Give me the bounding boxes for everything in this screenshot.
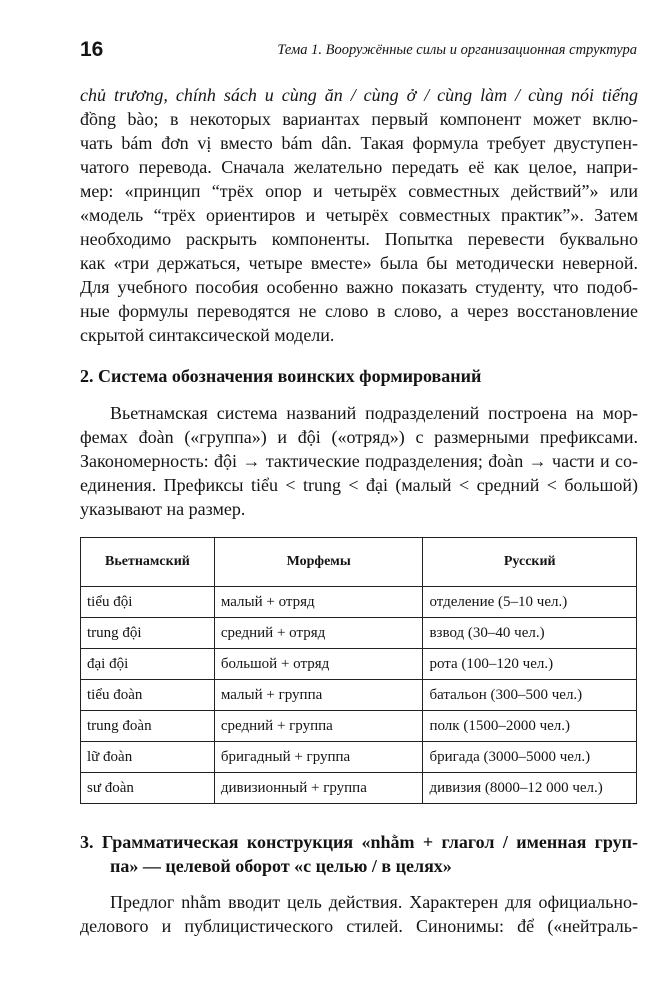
- table-row: [81, 773, 637, 804]
- text-line: делового и публицистического стилей. Синонимы: để («нейтраль-: [80, 916, 638, 936]
- running-head: Тема 1. Вооружённые силы и организационная структура: [277, 42, 637, 58]
- text-line: фемах đoàn («группа») и đội («отряд») с размерными префиксами.: [80, 427, 638, 447]
- table-header-row: [81, 538, 637, 587]
- text-line: чать bám đơn vị вместо bám dân. Такая формула требует двуступен-: [80, 133, 638, 153]
- table-row: [81, 618, 637, 649]
- text-line: đồng bào; в некоторых вариантах первый компонент может вклю-: [80, 109, 638, 129]
- paragraph-section-3: [80, 890, 638, 938]
- table-cell: средний + отряд: [214, 618, 423, 649]
- formations-table: [80, 537, 637, 804]
- text-line: единения. Префиксы tiểu < trung < đại (малый < средний < большой): [80, 475, 638, 495]
- table-row: [81, 649, 637, 680]
- text-line: «модель “трёх ориентиров и четырёх совместных практик”». Затем: [80, 205, 638, 225]
- table-cell: бригада (3000–5000 чел.): [423, 742, 637, 773]
- page-number: 16: [80, 38, 104, 61]
- table-row: [81, 680, 637, 711]
- text-line: скрытой синтаксической модели.: [80, 325, 335, 345]
- text-line: необходимо раскрыть компоненты. Попытка перевести буквально: [80, 229, 638, 249]
- heading-text: па» — целевой оборот «с целью / в целях»: [110, 856, 452, 876]
- table-cell: sư đoàn: [81, 773, 215, 804]
- text-line: chủ trương, chính sách и cùng ăn / cùng ở / cùng làm / cùng nói tiếng: [80, 85, 638, 105]
- column-header: Русский: [423, 538, 637, 587]
- table-cell: trung đoàn: [81, 711, 215, 742]
- table-row: [81, 742, 637, 773]
- text-line: Для учебного пособия особенно важно показать студенту, что подоб-: [80, 277, 638, 297]
- text-line: Предлог nhằm вводит цель действия. Характерен для официально-: [110, 892, 638, 912]
- paragraph-section-2: [80, 401, 638, 521]
- paragraph-intro: [80, 83, 638, 347]
- table-cell: дивизионный + группа: [214, 773, 423, 804]
- text-line: ные формулы переводятся не слово в слово, а через восстановление: [80, 301, 638, 321]
- table-cell: бригадный + группа: [214, 742, 423, 773]
- text-line: указывают на размер.: [80, 499, 246, 519]
- table-cell: trung đội: [81, 618, 215, 649]
- text-line: мер: «принцип “трёх опор и четырёх совместных действий”» или: [80, 181, 638, 201]
- table-cell: đại đội: [81, 649, 215, 680]
- heading-text: 2. Система обозначения воинских формирований: [80, 366, 482, 386]
- table-cell: tiểu đội: [81, 587, 215, 618]
- table-row: [81, 711, 637, 742]
- table-cell: дивизия (8000–12 000 чел.): [423, 773, 637, 804]
- table-cell: средний + группа: [214, 711, 423, 742]
- table-cell: малый + группа: [214, 680, 423, 711]
- column-header: Вьетнамский: [81, 538, 215, 587]
- text-line: Закономерность: đội → тактические подразделения; đoàn → части и со-: [80, 451, 638, 471]
- text-line: Вьетнамская система названий подразделений построена на мор-: [110, 403, 638, 423]
- text-line: как «три держаться, четыре вместе» была бы методически неверной.: [80, 253, 638, 273]
- column-header: Морфемы: [214, 538, 423, 587]
- text-line: чатого перевода. Сначала желательно передать её как целое, напри-: [80, 157, 638, 177]
- table-cell: lữ đoàn: [81, 742, 215, 773]
- table-row: [81, 587, 637, 618]
- section-2-heading: [80, 364, 638, 388]
- table-cell: рота (100–120 чел.): [423, 649, 637, 680]
- table-cell: батальон (300–500 чел.): [423, 680, 637, 711]
- table-cell: отделение (5–10 чел.): [423, 587, 637, 618]
- heading-text: 3. Грамматическая конструкция «nhằm + глагол / именная груп-: [80, 832, 638, 852]
- table-cell: полк (1500–2000 чел.): [423, 711, 637, 742]
- table-cell: взвод (30–40 чел.): [423, 618, 637, 649]
- section-3-heading: [80, 830, 638, 878]
- page-header: [80, 40, 637, 64]
- table-cell: малый + отряд: [214, 587, 423, 618]
- table-cell: tiểu đoàn: [81, 680, 215, 711]
- table-cell: большой + отряд: [214, 649, 423, 680]
